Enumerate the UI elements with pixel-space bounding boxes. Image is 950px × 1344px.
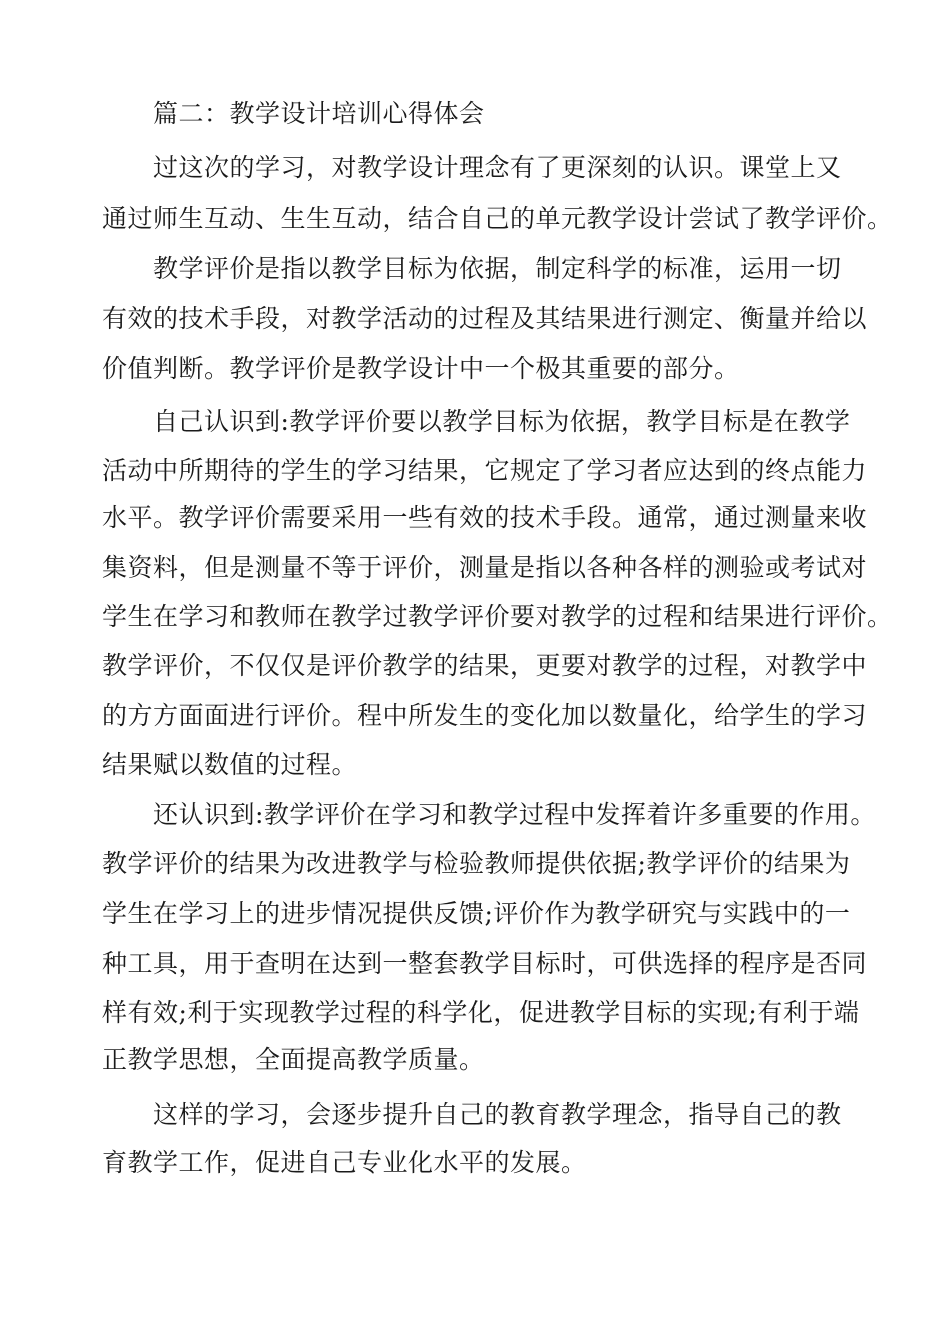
paragraph-line: 教学评价的结果为改进教学与检验教师提供依据;教学评价的结果为 bbox=[102, 849, 851, 878]
paragraph-line: 学生在学习和教师在教学过教学评价要对教学的过程和结果进行评价。 bbox=[102, 602, 893, 631]
paragraph-line: 集资料，但是测量不等于评价，测量是指以各种各样的测验或考试对 bbox=[102, 553, 868, 582]
paragraph-line: 活动中所期待的学生的学习结果，它规定了学习者应达到的终点能力 bbox=[102, 456, 868, 485]
paragraph-line: 结果赋以数值的过程。 bbox=[102, 750, 358, 779]
paragraph-line: 这样的学习，会逐步提升自己的教育教学理念，指导自己的教 bbox=[153, 1100, 842, 1129]
paragraph-line: 过这次的学习，对教学设计理念有了更深刻的认识。课堂上又 bbox=[153, 153, 842, 182]
paragraph-line: 教学评价是指以教学目标为依据，制定科学的标准，运用一切 bbox=[153, 254, 842, 283]
paragraph-line: 还认识到:教学评价在学习和教学过程中发挥着许多重要的作用。 bbox=[153, 800, 876, 829]
document-title: 篇二：教学设计培训心得体会 bbox=[153, 99, 485, 128]
paragraph-line: 教学评价，不仅仅是评价教学的结果，更要对教学的过程，对教学中 bbox=[102, 651, 868, 680]
paragraph-line: 正教学思想，全面提高教学质量。 bbox=[102, 1045, 485, 1074]
paragraph-line: 自己认识到:教学评价要以教学目标为依据，教学目标是在教学 bbox=[153, 407, 851, 436]
paragraph-line: 通过师生互动、生生互动，结合自己的单元教学设计尝试了教学评价。 bbox=[102, 204, 893, 233]
paragraph-line: 的方方面面进行评价。程中所发生的变化加以数量化，给学生的学习 bbox=[102, 701, 868, 730]
paragraph-line: 有效的技术手段，对教学活动的过程及其结果进行测定、衡量并给以 bbox=[102, 304, 868, 333]
paragraph-line: 价值判断。教学评价是教学设计中一个极其重要的部分。 bbox=[102, 354, 740, 383]
paragraph-line: 水平。教学评价需要采用一些有效的技术手段。通常，通过测量来收 bbox=[102, 503, 868, 532]
paragraph-line: 样有效;利于实现教学过程的科学化，促进教学目标的实现;有利于端 bbox=[102, 998, 860, 1027]
paragraph-line: 种工具，用于查明在达到一整套教学目标时，可供选择的程序是否同 bbox=[102, 949, 868, 978]
paragraph-line: 学生在学习上的进步情况提供反馈;评价作为教学研究与实践中的一 bbox=[102, 899, 851, 928]
paragraph-line: 育教学工作，促进自己专业化水平的发展。 bbox=[102, 1148, 587, 1177]
